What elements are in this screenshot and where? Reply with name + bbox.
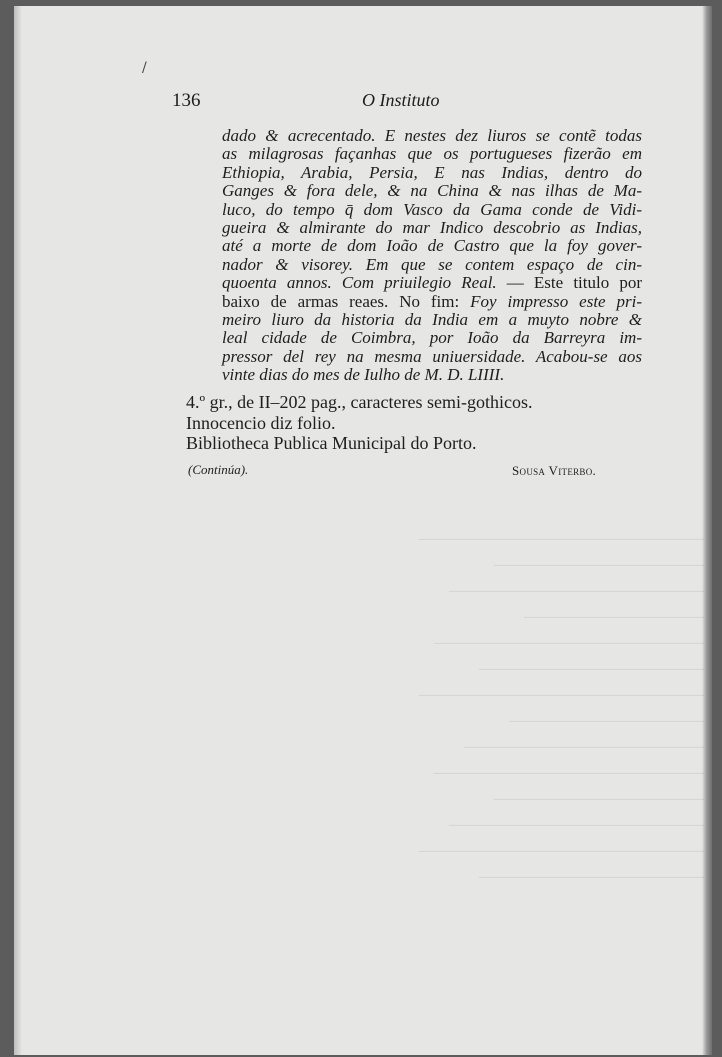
gutter-shadow <box>14 6 22 1055</box>
italic-text: dado & acrecentado. E nestes dez liuros se contẽ todas <box>222 126 642 145</box>
roman-text: — Este titulo por <box>496 273 642 293</box>
page-number: 136 <box>172 90 201 111</box>
quote-line <box>222 127 642 145</box>
quote-line <box>222 293 642 311</box>
quote-line <box>222 256 642 274</box>
bibliographic-notes <box>186 392 616 454</box>
running-header <box>172 90 622 114</box>
quote-line <box>222 329 642 347</box>
italic-text: vinte dias do mes de Iulho de M. D. LIIII. <box>222 365 505 385</box>
italic-text: as milagrosas façanhas que os portugueses fizerão em <box>222 144 642 164</box>
quote-line <box>222 311 642 329</box>
book-page <box>14 6 712 1055</box>
italic-text: gueira & almirante do mar Indico descobrio as Indias, <box>222 218 642 238</box>
author-signature: Sousa Viterbo. <box>512 463 597 478</box>
italic-text: Foy impresso este pri- <box>470 291 642 311</box>
quote-line <box>222 274 642 292</box>
italic-text: luco, do tempo q̄ dom Vasco da Gama conde de Vidi- <box>222 199 642 219</box>
italic-text: pressor del rey na mesma uniuersidade. Acabou-se aos <box>222 346 642 366</box>
italic-text: Ethiopia, Arabia, Persia, E nas Indias, dentro do <box>222 162 642 182</box>
running-title: O Instituto <box>362 90 440 110</box>
title-quotation <box>222 127 642 385</box>
library-note: Bibliotheca Publica Municipal do Porto. <box>186 433 477 453</box>
continued-note: (Continúa). <box>188 462 249 477</box>
italic-text: quoenta annos. Com priuilegio Real. <box>222 273 497 293</box>
italic-text: nador & visorey. Em que se contem espaço de cin- <box>222 254 642 274</box>
show-through-texture: ——————————————————— —————————————— ————————————————— ———————————— —————————————————— ——————————————— ——————————————————— ————————————— ———————————————— —————————————————— —————————————— ————————————————— ——————————————————— ——————————————— <box>419 531 704 885</box>
italic-text: leal cidade de Coimbra, por Ioão da Barreyra im- <box>222 328 642 348</box>
roman-text: baixo de armas reaes. No fim: <box>222 291 471 311</box>
quote-line <box>222 219 642 237</box>
source-note: Innocencio diz folio. <box>186 412 336 433</box>
quote-line <box>222 348 642 366</box>
quote-line <box>222 201 642 219</box>
quote-line <box>222 145 642 163</box>
italic-text: até a morte de dom Ioão de Castro que la foy gover- <box>222 236 642 256</box>
format-note: 4.º gr., de II–202 pag., caracteres semi-gothicos. <box>186 392 533 412</box>
quote-line <box>222 182 642 200</box>
quote-line <box>222 237 642 255</box>
italic-text: Ganges & fora dele, & na China & nas ilhas de Ma- <box>222 181 642 201</box>
quote-line <box>222 366 642 384</box>
italic-text: meiro liuro da historia da India em a muyto nobre & <box>222 310 642 330</box>
quote-line <box>222 164 642 182</box>
pencil-mark: / <box>142 60 147 76</box>
